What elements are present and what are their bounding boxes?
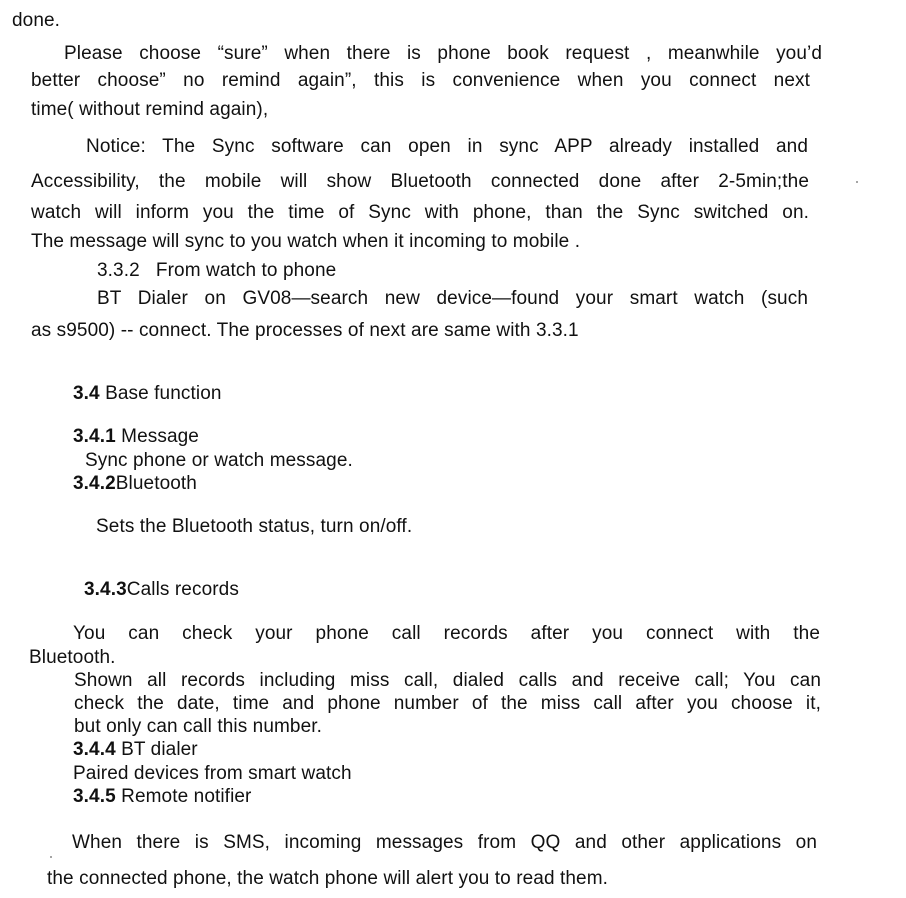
text-line: Sync phone or watch message. — [85, 450, 353, 471]
text-line: better choose” no remind again”, this is convenience when you connect next — [31, 70, 810, 91]
section-heading — [73, 739, 198, 761]
section-heading — [84, 579, 239, 601]
scan-speck — [50, 856, 52, 858]
text-line: Accessibility, the mobile will show Bluetooth connected done after 2-5min;the — [31, 171, 809, 192]
text-line: as s9500) -- connect. The processes of next are same with 3.3.1 — [31, 320, 579, 341]
text-line: time( without remind again), — [31, 99, 269, 120]
section-number: 3.4.1 — [73, 426, 116, 447]
text-line: check the date, time and phone number of the miss call after you choose it, — [74, 693, 821, 714]
text-line: Paired devices from smart watch — [73, 763, 352, 784]
text-line: but only can call this number. — [74, 716, 323, 737]
section-title: Message — [115, 426, 199, 447]
scan-speck — [856, 181, 858, 183]
section-heading — [73, 786, 251, 808]
text-line: BT Dialer on GV08—search new device—found your smart watch (such — [97, 288, 808, 309]
text-line: Bluetooth. — [29, 647, 116, 668]
text-line: The message will sync to you watch when it incoming to mobile . — [31, 231, 581, 252]
text-line: Shown all records including miss call, dialed calls and receive call; You can — [74, 670, 821, 691]
text-line: the connected phone, the watch phone will alert you to read them. — [47, 868, 609, 889]
section-number: 3.4.3 — [84, 579, 127, 600]
section-number: 3.4.2 — [73, 473, 116, 494]
section-heading — [73, 383, 222, 405]
section-title: Calls records — [126, 579, 239, 600]
text-line: done. — [12, 10, 61, 31]
section-number: 3.4 — [73, 383, 100, 404]
section-title: Bluetooth — [115, 473, 197, 494]
section-number: 3.4.4 — [73, 739, 116, 760]
text-line: When there is SMS, incoming messages from QQ and other applications on — [72, 832, 817, 853]
section-number: 3.4.5 — [73, 786, 116, 807]
section-title: Base function — [99, 383, 222, 404]
text-line: 3.3.2 From watch to phone — [97, 260, 337, 281]
text-line: watch will inform you the time of Sync with phone, than the Sync switched on. — [31, 202, 809, 223]
text-line: Notice: The Sync software can open in sync APP already installed and — [86, 136, 808, 157]
section-heading — [73, 426, 199, 448]
text-line: You can check your phone call records after you connect with the — [73, 623, 820, 644]
section-heading — [73, 473, 197, 495]
text-line: Please choose “sure” when there is phone book request , meanwhile you’d — [64, 43, 822, 64]
text-line: Sets the Bluetooth status, turn on/off. — [96, 516, 413, 537]
section-title: BT dialer — [115, 739, 198, 760]
section-title: Remote notifier — [115, 786, 252, 807]
